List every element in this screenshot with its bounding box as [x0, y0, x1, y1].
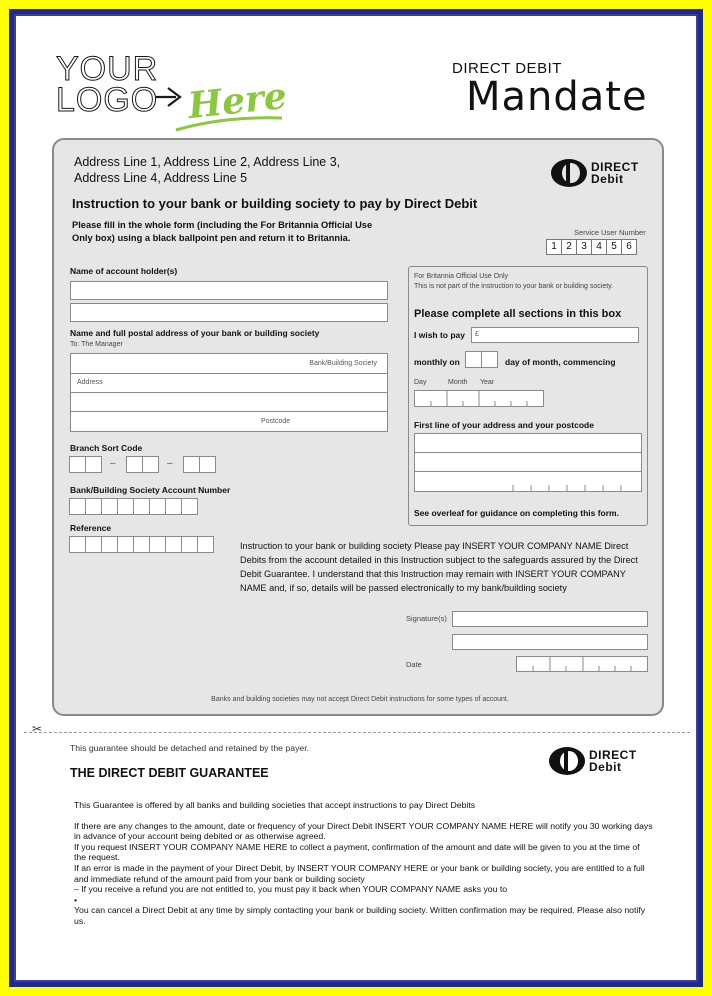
sun-digit: 6: [621, 239, 637, 255]
official-use-line1: For Britannia Official Use Only: [414, 273, 509, 280]
dd-logo-word1: DIRECT: [589, 748, 637, 762]
date-label: Date: [406, 660, 422, 669]
service-user-label: Service User Number: [574, 228, 646, 237]
account-number-field[interactable]: [70, 498, 198, 515]
official-use-line2: This is not part of the instruction to your bank or building society.: [414, 283, 614, 290]
sun-digit: 5: [606, 239, 622, 255]
sun-digit: 4: [591, 239, 607, 255]
bank-address-field-2[interactable]: [70, 392, 388, 412]
logo-line2: LOGO: [56, 81, 159, 119]
service-user-number: [547, 239, 637, 255]
payment-day-field[interactable]: [466, 351, 498, 368]
guarantee-point-5: You can cancel a Direct Debit at any time by simply contacting your bank or building society. Written confirmation may be required. Please also notify us.: [74, 905, 646, 926]
account-holder-field-2[interactable]: [70, 303, 388, 322]
bank-name-field[interactable]: [70, 353, 388, 374]
guarantee-point-1: If there are any changes to the amount, date or frequency of your Direct Debit INSERT YOUR COMPANY NAME HERE will notify you 30 working days in advance of your account being debited or as otherwise agreed.: [74, 820, 653, 842]
year-label: Year: [480, 379, 495, 386]
day-of-month-label: day of month, commencing: [505, 357, 616, 367]
postcode-dividers: [415, 472, 641, 491]
guarantee-body: [74, 800, 654, 927]
company-address: [74, 154, 340, 186]
sort-code-part-3[interactable]: [184, 456, 216, 473]
direct-debit-logo: [550, 158, 639, 188]
sort-code-label: Branch Sort Code: [70, 443, 143, 453]
scissors-icon: ✂: [32, 722, 43, 736]
guarantee-title: THE DIRECT DEBIT GUARANTEE: [70, 766, 269, 780]
logo-swoosh-icon: [174, 114, 284, 134]
to-manager-label: To: The Manager: [70, 341, 123, 348]
guarantee-point-4: – If you receive a refund you are not entitled to, you must pay it back when YOUR COMPANY NAME asks you to: [74, 884, 508, 895]
company-logo: [56, 50, 289, 134]
reference-label: Reference: [70, 523, 112, 533]
form-heading: Instruction to your bank or building society to pay by Direct Debit: [72, 196, 478, 211]
instruction-paragraph: Instruction to your bank or building society Please pay INSERT YOUR COMPANY NAME Direct Debits from the account detailed in this Instruction subject to the safeguards assured by the Direct Debit Guarantee. I understand that this Instruction may remain with INSERT YOUR COMPANY NAME and, if so, details will be passed electronically to my bank/building society: [240, 541, 638, 593]
address-line-2: Address Line 4, Address Line 5: [74, 171, 248, 185]
logo-here: Here: [186, 74, 289, 128]
form-footnote: Banks and building societies may not accept Direct Debit instructions for some types of account.: [211, 696, 509, 703]
bank-address-field-1[interactable]: [70, 373, 388, 393]
bank-building-society-label: Bank/Building Society: [309, 360, 377, 367]
bank-address-label: Name and full postal address of your bank or building society: [70, 328, 320, 338]
title-direct-debit: DIRECT DEBIT: [452, 60, 562, 77]
logo-text: [56, 50, 159, 119]
signature-label: Signature(s): [406, 614, 447, 623]
month-label: Month: [448, 379, 468, 386]
account-holder-label: Name of account holder(s): [70, 266, 178, 276]
title-mandate: Mandate: [466, 74, 648, 120]
date-dividers: [415, 391, 543, 406]
guarantee-intro: This Guarantee is offered by all banks and building societies that accept instructions to pay Direct Debits: [74, 800, 476, 810]
dd-logo-word2: Debit: [589, 760, 622, 774]
first-line-address-label: First line of your address and your postcode: [414, 420, 594, 430]
reference-field[interactable]: [70, 536, 214, 553]
monthly-on-label: monthly on: [414, 357, 460, 367]
document-page: [14, 14, 698, 982]
postcode-label: Postcode: [261, 418, 291, 425]
logo-line1: YOUR: [56, 50, 159, 88]
detach-note: This guarantee should be detached and retained by the payer.: [70, 743, 310, 753]
commencing-date-field[interactable]: [414, 390, 544, 407]
see-overleaf-note: See overleaf for guidance on completing this form.: [414, 508, 619, 518]
cut-line: [24, 732, 690, 733]
sort-code-dash: –: [110, 458, 116, 469]
guarantee-point-3: If an error is made in the payment of your Direct Debit, by INSERT YOUR COMPANY HERE or your bank or building society, you are entitled to a full and immediate refund of the amount paid from your bank or building society: [74, 862, 645, 884]
form-instructions: Please fill in the whole form (including the For Britannia Official Use Only box) using a black ballpoint pen and return it to Britannia.: [72, 220, 373, 243]
mandate-form-card: [52, 138, 664, 716]
first-line-field-1[interactable]: [414, 433, 642, 453]
dd-logo-word2: Debit: [591, 172, 624, 186]
signature-field-2[interactable]: [452, 634, 648, 650]
signature-field-1[interactable]: [452, 611, 648, 627]
pound-sign: £: [475, 331, 479, 338]
sig-date-dividers: [517, 657, 647, 671]
direct-debit-mark-icon: [548, 746, 586, 776]
postcode-field[interactable]: [70, 411, 388, 432]
logo-arrow-icon: [154, 84, 188, 110]
sun-digit: 2: [561, 239, 577, 255]
direct-debit-mark-icon: [550, 158, 588, 188]
first-line-postcode-field[interactable]: [414, 471, 642, 492]
sort-code-part-1[interactable]: [70, 456, 102, 473]
address-line-1: Address Line 1, Address Line 2, Address Line 3,: [74, 155, 341, 169]
guarantee-direct-debit-logo: [548, 746, 637, 776]
sun-digit: 3: [576, 239, 592, 255]
official-use-heading: Please complete all sections in this box: [414, 308, 622, 320]
first-line-field-2[interactable]: [414, 452, 642, 472]
day-label: Day: [414, 379, 427, 386]
address-label: Address: [77, 379, 103, 386]
dd-logo-word1: DIRECT: [591, 160, 639, 174]
account-holder-field-1[interactable]: [70, 281, 388, 300]
account-number-label: Bank/Building Society Account Number: [70, 485, 231, 495]
official-use-box: [408, 266, 648, 526]
sun-digit: 1: [546, 239, 562, 255]
sort-code-dash: –: [167, 458, 173, 469]
guarantee-point-2: If you request INSERT YOUR COMPANY NAME HERE to collect a payment, confirmation of the amount and date will be given to you at the time of the request.: [74, 841, 640, 863]
wish-to-pay-label: I wish to pay: [414, 330, 466, 340]
official-use-note: [414, 272, 614, 292]
amount-field[interactable]: [471, 327, 639, 343]
signature-date-field[interactable]: [516, 656, 648, 672]
sort-code-part-2[interactable]: [127, 456, 159, 473]
guarantee-bullet: •: [74, 894, 78, 905]
